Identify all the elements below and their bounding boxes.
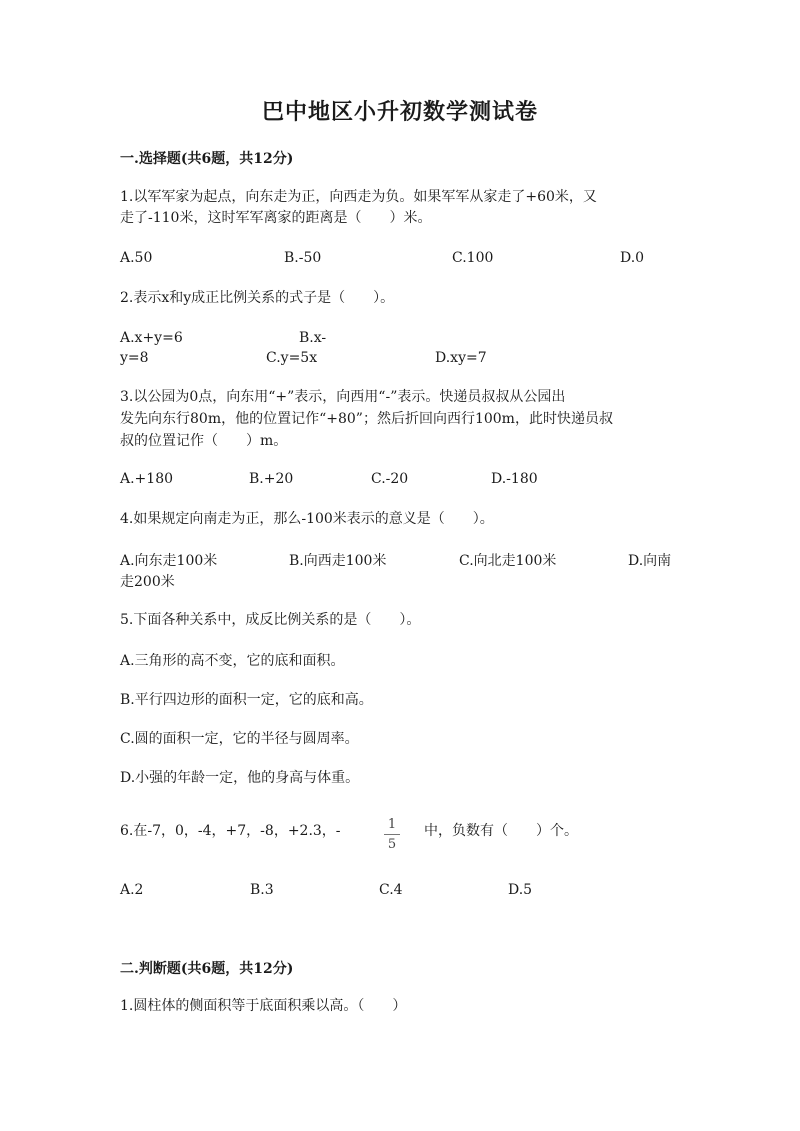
q4-option-d-part2[interactable]: 走200米 <box>120 574 175 590</box>
q1-option-b[interactable]: B.-50 <box>284 250 322 266</box>
fraction-denominator: 5 <box>387 837 397 852</box>
q1-option-a[interactable]: A.50 <box>120 250 153 266</box>
q2-option-d[interactable]: D.xy=7 <box>435 350 487 366</box>
q5-option-b[interactable]: B.平行四边形的面积一定，它的底和高。 <box>120 692 373 708</box>
q5-option-a[interactable]: A.三角形的高不变，它的底和面积。 <box>120 653 345 669</box>
question-2-text: 2.表示x和y成正比例关系的式子是（ ）。 <box>120 290 395 306</box>
q6-option-b[interactable]: B.3 <box>250 882 274 898</box>
section-heading-true-false: 二.判断题(共6题，共12分) <box>120 961 294 977</box>
q4-option-c[interactable]: C.向北走100米 <box>459 553 557 569</box>
q2-option-b-part1[interactable]: B.x- <box>299 330 327 346</box>
tf-question-1-text: 1.圆柱体的侧面积等于底面积乘以高。（ ） <box>120 998 407 1014</box>
fraction-numerator: 1 <box>387 817 397 832</box>
q2-option-a[interactable]: A.x+y=6 <box>120 330 183 346</box>
q5-option-c[interactable]: C.圆的面积一定，它的半径与圆周率。 <box>120 731 359 747</box>
q3-option-b[interactable]: B.+20 <box>249 471 294 487</box>
question-1-line-1: 1.以军军家为起点，向东走为正，向西走为负。如果军军从家走了+60米，又 <box>120 189 597 205</box>
q1-option-c[interactable]: C.100 <box>452 250 494 266</box>
q3-option-a[interactable]: A.+180 <box>120 471 174 487</box>
question-6-text-after: 中，负数有（ ）个。 <box>424 823 578 839</box>
q1-option-d[interactable]: D.0 <box>620 250 645 266</box>
q3-option-d[interactable]: D.-180 <box>491 471 538 487</box>
question-3-line-1: 3.以公园为0点，向东用“+”表示，向西用“-”表示。快递员叔叔从公园出 <box>120 389 566 405</box>
question-1-line-2: 走了-110米，这时军军离家的距离是（ ）米。 <box>120 210 432 226</box>
fraction-bar <box>384 834 400 835</box>
q4-option-b[interactable]: B.向西走100米 <box>289 553 387 569</box>
q4-option-d-part1[interactable]: D.向南 <box>628 553 672 569</box>
section-heading-choice: 一.选择题(共6题，共12分) <box>120 151 294 167</box>
question-6-text-before: 6.在-7，0，-4，+7，-8，+2.3，- <box>120 823 341 839</box>
q5-option-d[interactable]: D.小强的年龄一定，他的身高与体重。 <box>120 770 360 786</box>
q6-option-c[interactable]: C.4 <box>379 882 403 898</box>
question-5-text: 5.下面各种关系中，成反比例关系的是（ ）。 <box>120 612 421 628</box>
fraction-one-fifth <box>382 816 402 853</box>
q6-option-a[interactable]: A.2 <box>120 882 144 898</box>
q4-option-a[interactable]: A.向东走100米 <box>120 553 218 569</box>
question-3-line-3: 叔的位置记作（ ）m。 <box>120 433 288 449</box>
question-4-text: 4.如果规定向南走为正，那么-100米表示的意义是（ ）。 <box>120 511 494 527</box>
q3-option-c[interactable]: C.-20 <box>371 471 409 487</box>
question-3-line-2: 发先向东行80m，他的位置记作“+80”；然后折回向西行100m，此时快递员叔 <box>120 411 613 427</box>
q2-option-c[interactable]: C.y=5x <box>266 350 318 366</box>
q2-option-b-part2[interactable]: y=8 <box>120 350 149 366</box>
q6-option-d[interactable]: D.5 <box>508 882 533 898</box>
page-title: 巴中地区小升初数学测试卷 <box>261 99 538 125</box>
